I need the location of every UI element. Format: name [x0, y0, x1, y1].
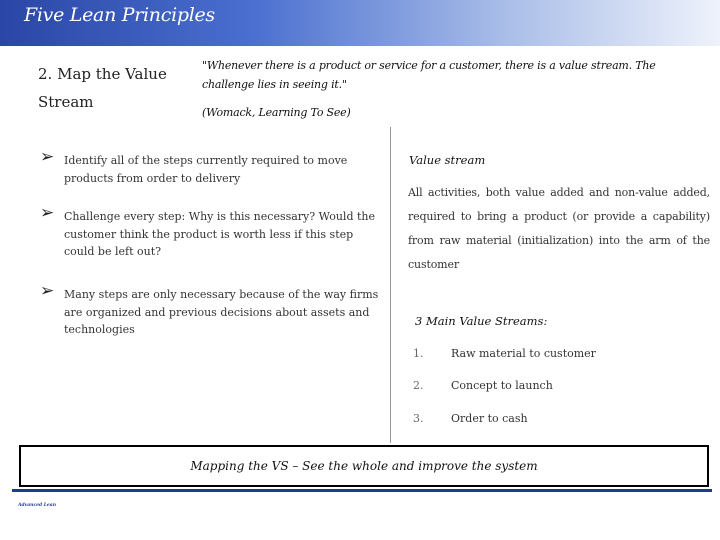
main-streams-title: 3 Main Value Streams: — [415, 314, 548, 328]
section-subtitle: 2. Map the Value Stream — [38, 65, 167, 111]
bullet-item — [40, 281, 380, 339]
footer-text: Mapping the VS – See the whole and improve the system — [190, 459, 538, 473]
header-bar — [0, 0, 720, 46]
list-text: Raw material to customer — [451, 347, 596, 360]
list-number: 2. — [413, 379, 424, 392]
brand-logo-text: Advanced Lean — [18, 503, 56, 508]
list-text: Order to cash — [451, 412, 528, 425]
footer-callout — [19, 445, 709, 487]
brand-line — [12, 489, 712, 492]
list-number: 1. — [413, 347, 424, 360]
value-stream-title: Value stream — [409, 153, 486, 167]
bullet-text: Many steps are only necessary because of the way firms are organized and previous decisions about assets and technologies — [64, 288, 379, 336]
arrow-bullet-icon: ➢ — [40, 281, 55, 301]
value-stream-description: All activities, both value added and non-value added, required to bring a product (or provide a capability) from raw material (initialization) into the arm of the customer — [408, 186, 710, 271]
arrow-bullet-icon: ➢ — [40, 203, 55, 223]
bullet-item — [40, 203, 380, 261]
slide-title: Five Lean Principles — [24, 4, 215, 26]
list-number: 3. — [413, 412, 424, 425]
list-text: Concept to launch — [451, 379, 553, 392]
bullet-item — [40, 147, 380, 187]
column-divider — [390, 127, 391, 443]
quote-text: "Whenever there is a product or service for a customer, there is a value stream. The challenge lies in seeing it." — [202, 59, 656, 91]
bullet-text: Identify all of the steps currently required to move products from order to delivery — [64, 154, 348, 185]
bullet-text: Challenge every step: Why is this necessary? Would the customer think the product is worth less if this step could be left out? — [64, 210, 376, 258]
quote-source: (Womack, Learning To See) — [202, 106, 351, 119]
arrow-bullet-icon: ➢ — [40, 147, 55, 167]
